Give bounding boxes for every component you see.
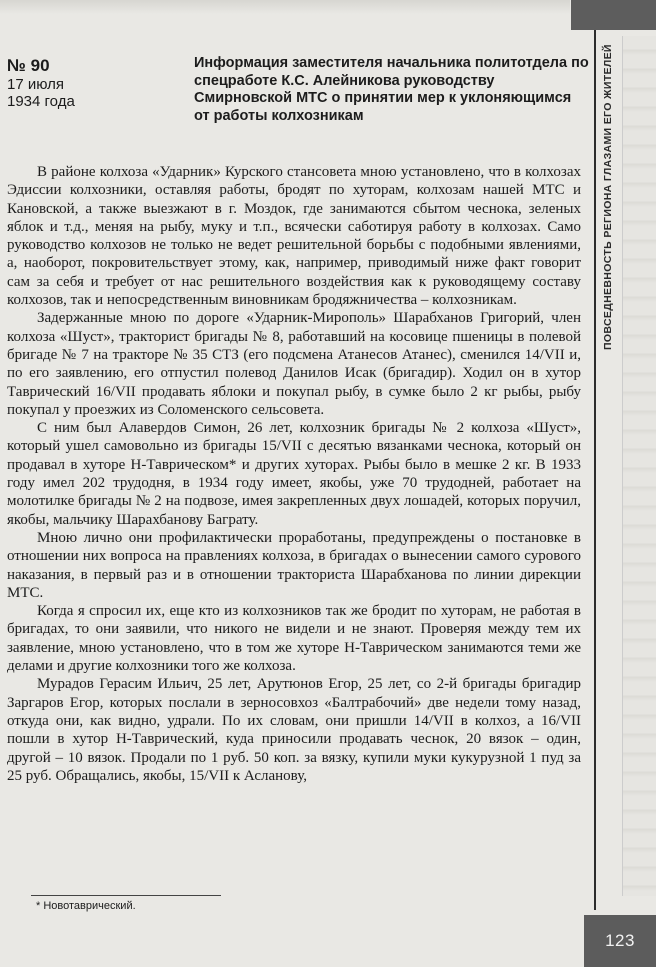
document-date-day: 17 июля xyxy=(7,76,65,93)
paragraph: С ним был Алавердов Симон, 26 лет, колхозник бригады № 2 колхоза «Шуст», который ушел самовольно из бригады 15/VII с десятью вязанками чеснока, который он продавал в хуторе Н-Таврическом* и других хуторах. Рыбы было в мешке 2 кг. В 1933 году имел 202 трудодня, в 1934 году имеет, якобы, уже 70 трудодней, работает на молотилке бригады № 2 на подвозе, имея закрепленных двух лошадей, которых поручил, якобы, мальчику Шарахбанову Баграту. xyxy=(7,420,581,528)
page-number: 123 xyxy=(584,915,656,967)
paragraph: Когда я спросил их, еще кто из колхозников так же бродит по хуторам, не работая в бригадах, то они заявили, что никого не видели и не знают. Проверяя между тем их заявление, мною установлено, что в том же хуторе Н-Таврическом занимаются теми же делами и другие колхозники того же колхоза. xyxy=(7,603,581,675)
document-number: № 90 xyxy=(7,56,50,75)
document-date xyxy=(7,76,127,110)
document-date-year: 1934 года xyxy=(7,93,75,110)
document-title: Информация заместителя начальника политотдела по спецработе К.С. Алейникова руководству Смирновской МТС о принятии мер к уклоняющимся от работы колхозникам xyxy=(194,55,589,124)
page-top-edge xyxy=(0,0,570,14)
paragraph: Мною лично они профилактически проработаны, предупреждены о постановке в отношении них вопроса на правлениях колхоза, в бригадах о вынесении самого сурового наказания, в первый раз и в отношении тракториста Шарабханова по линии дирекции МТС. xyxy=(7,529,581,601)
footnote-divider xyxy=(31,895,221,896)
corner-block xyxy=(571,0,656,30)
footnote: * Новотаврический. xyxy=(36,900,136,912)
running-header: ПОВСЕДНЕВНОСТЬ РЕГИОНА ГЛАЗАМИ ЕГО ЖИТЕЛЕЙ xyxy=(602,44,614,350)
document-body xyxy=(7,163,581,785)
facing-page-edge xyxy=(622,36,656,896)
paragraph: В районе колхоза «Ударник» Курского стансовета мною установлено, что в колхозах Эдиссии колхозники, оставляя работы, бродят по хуторам, колхозам нашей МТС и Кановской, а также выезжают в г. Моздок, где занимаются сбытом чеснока, зеленых яблок и т.д., меняя на рыбу, муку и т.п., всячески саботируя работу в колхозах. Само руководство колхозов не только не ведет решительной борьбы с подобными явлениями, а, наоборот, покровительствует этому, как, например, приводимый ниже факт говорит сам за себя и требует от нас решительного воздействия как к руководящему составу колхозов, так и непосредственным виновникам бродяжничества – колхозникам. xyxy=(7,164,581,309)
paragraph: Мурадов Герасим Ильич, 25 лет, Арутюнов Егор, 25 лет, со 2-й бригады бригадир Заргаров Егор, которых послали в зерносовхоз «Балтрабочий» две недели тому назад, откуда они, как видно, удрали. По их словам, они пришли 14/VII в колхоз, а 16/VII пошли в хутор Н-Таврический, куда приносили продавать чеснок, 20 вязок – один, другой – 10 вязок. Продали по 1 руб. 50 коп. за вязку, купили муки кукурузной 1 пуд за 25 руб. Обращались, якобы, 15/VII к Асланову, xyxy=(7,676,581,784)
paragraph: Задержанные мною по дороге «Ударник-Мирополь» Шарабханов Григорий, член колхоза «Шуст», тракторист бригады № 8, работавший на косовице пшеницы в полевой бригаде № 7 на тракторе № 35 СТЗ (его подсмена Атанесов Атанес), сменился 14/VII и, по его заявлению, его отпустил полевод Данилов Исак (бригадир). Ходил он в хутор Таврический 16/VII продавать яблоки и покупал рыбу, в сумке было 2 кг рыбы, рыбу покупал у проезжих из Соломенского сельсовета. xyxy=(7,310,581,418)
